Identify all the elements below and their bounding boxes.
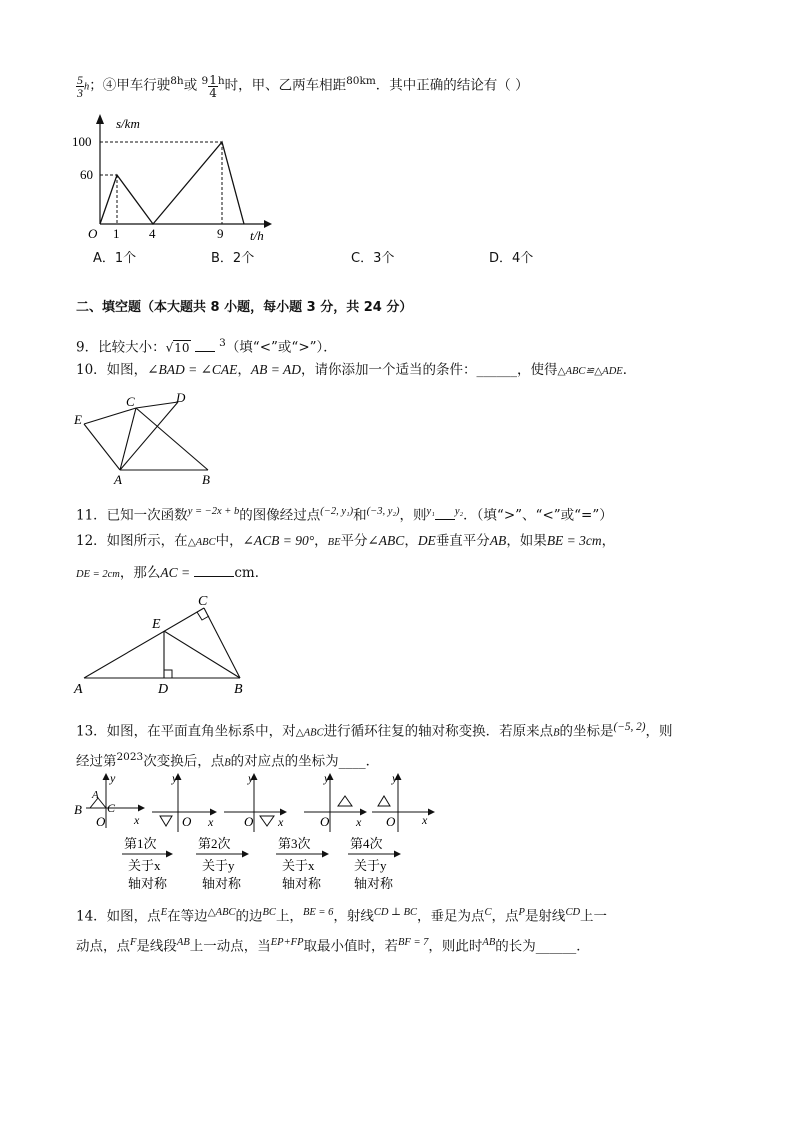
q11-point1: (−2, y₁)	[320, 506, 354, 517]
q12-angle: ∠ACB = 90°	[242, 533, 315, 548]
q13-step1-desc2: 轴对称	[128, 876, 168, 891]
q13-prefix: 13．如图，在平面直角坐标系中，对	[76, 723, 296, 740]
q14-point-e: E	[160, 907, 168, 918]
q8-line	[76, 72, 529, 99]
q14-text-a: 14．如图，点	[76, 908, 161, 925]
q12-label-c: C	[198, 594, 208, 609]
q8-t1: 8h	[170, 75, 184, 87]
q8-mixed-whole: 9	[201, 75, 209, 87]
q8-ylabel: s/km	[116, 116, 140, 131]
q13-line1	[76, 718, 672, 743]
q13-step1-desc1: 关于x	[128, 858, 161, 873]
q9-line	[76, 334, 337, 357]
q14-text-d: 上，	[275, 908, 303, 925]
svg-text:O: O	[96, 814, 106, 829]
q13-panel-step2	[224, 771, 286, 832]
q8-fraction-5-3: $\frac{5}{3}$	[77, 72, 83, 100]
q8-ytick-100: 100	[72, 134, 92, 149]
section-heading-fill-in: 二、填空题（本大题共 8 小题，每小题 3 分，共 24 分）	[76, 300, 413, 315]
q8-distance: 80km	[346, 75, 376, 87]
q13-step3-desc2: 轴对称	[282, 876, 322, 891]
svg-text:x: x	[208, 815, 214, 829]
q12-mid1: 中，	[215, 533, 243, 549]
q12-mid2: 平分	[340, 533, 368, 549]
q10-angle-condition: ∠BAD = ∠CAE	[147, 362, 238, 377]
q8-text-4: ．其中正确的结论有（ ）	[375, 77, 529, 94]
q8-text-1: ；④甲车行驶	[89, 77, 171, 94]
svg-text:y: y	[248, 771, 254, 785]
q12-be-value: BE = 3cm	[546, 533, 602, 548]
q14-bc: BC	[262, 907, 276, 918]
q14-point-c: C	[484, 907, 492, 918]
q11-prefix: 11．已知一次函数	[76, 507, 188, 524]
q14-point-f: F	[130, 937, 137, 948]
q14-perpendicular: CD ⊥ BC	[373, 907, 417, 918]
q13-step3-label: 第3次	[278, 836, 311, 851]
svg-text:x: x	[422, 813, 428, 827]
q12-ab: AB	[489, 533, 507, 548]
q14-sum: EP+FP	[270, 937, 304, 948]
q14-triangle: △ABC	[207, 907, 236, 918]
q12-line2	[76, 562, 268, 584]
q8-distance-time-graph	[72, 112, 276, 244]
q14-text-n: ，则此时	[428, 938, 483, 955]
q14-line1	[76, 904, 607, 926]
svg-text:A: A	[92, 789, 99, 801]
q12-label-d: D	[158, 682, 169, 697]
q8-option-c[interactable]: C．3个	[351, 251, 395, 266]
q14-text-k: 是线段	[136, 938, 177, 955]
q13-step2-desc1: 关于y	[202, 858, 235, 873]
q10-label-b: B	[202, 472, 210, 487]
q14-text-g: ，点	[491, 908, 519, 925]
q14-line2	[76, 934, 590, 956]
svg-text:O: O	[244, 814, 254, 829]
q12-be: BE	[327, 537, 341, 548]
q13-panel-original	[74, 771, 144, 829]
q11-and: 和	[353, 507, 367, 524]
q11-point2: (−3, y₂)	[366, 506, 400, 517]
q12-sep1: ，	[314, 533, 328, 549]
q13-line2	[76, 748, 379, 773]
q13-mid: 进行循环往复的轴对称变换．若原来点	[323, 723, 554, 740]
q8-option-a[interactable]: A．1个	[93, 251, 137, 266]
q14-point-p: P	[518, 907, 525, 918]
q8-option-d[interactable]: D．4个	[489, 251, 534, 266]
q8-xtick-4: 4	[149, 226, 156, 241]
q12-right-angle-d-icon	[164, 670, 172, 678]
svg-text:O: O	[320, 814, 330, 829]
q14-text-o: 的长为______．	[495, 938, 590, 955]
q13-step4-desc1: 关于y	[354, 858, 387, 873]
q13-triangle: △ABC	[295, 727, 324, 739]
svg-text:y: y	[172, 771, 178, 785]
q13-step1-label: 第1次	[124, 836, 157, 851]
q12-right-triangle-figure	[72, 590, 262, 698]
q14-text-l: 上一动点，当	[189, 938, 271, 955]
q8-xtick-1: 1	[113, 226, 120, 241]
q8-text-3: 时，甲、乙两车相距	[224, 77, 347, 94]
q12-line1	[76, 532, 615, 552]
q12-de-value: DE = 2cm	[76, 569, 120, 580]
q10-label-e: E	[74, 412, 82, 427]
q8-mixed-unit: h	[217, 75, 225, 87]
q14-text-m: 取最小值时，若	[303, 938, 398, 955]
q12-label-b: B	[234, 682, 243, 697]
q13-reflection-sequence-figure	[72, 770, 442, 894]
q11-mid1: 的图像经过点	[239, 507, 321, 524]
q14-ab2: AB	[482, 937, 496, 948]
q13-panel-step1	[152, 771, 216, 832]
q14-be-value: BE = 6	[302, 907, 334, 918]
q13-coordinate: (−5, 2)	[613, 721, 646, 733]
q11-line	[76, 503, 613, 525]
q10-label-d: D	[176, 390, 186, 405]
q9-answer-blank[interactable]	[195, 337, 215, 352]
q12-de: DE	[417, 533, 436, 548]
q10-sep: ，	[237, 362, 251, 378]
q12-abc: ∠ABC	[367, 533, 405, 548]
q8-origin: O	[88, 226, 98, 241]
q11-mid2: ，则	[399, 507, 427, 524]
q12-prefix: 12．如图所示，在	[76, 533, 188, 549]
q8-x-arrow-icon	[264, 220, 272, 228]
q10-label-a: A	[114, 472, 122, 487]
q13-step4-label: 第4次	[350, 836, 383, 851]
q12-end: ．	[254, 565, 269, 581]
q14-text-f: ，垂足为点	[417, 908, 485, 925]
q12-mid5: ，那么	[119, 565, 161, 581]
q12-ac: AC =	[160, 565, 191, 580]
q14-cd: CD	[565, 907, 581, 918]
q14-bf-value: BF = 7	[398, 937, 429, 948]
q8-y-arrow-icon	[96, 114, 104, 124]
q9-suffix: （填“<”或“>”）．	[225, 339, 337, 356]
q12-mid3: 垂直平分	[435, 533, 490, 549]
q8-text-2: 或	[183, 77, 198, 94]
q10-triangle-figure	[72, 390, 222, 488]
q13-end: ，则	[645, 723, 673, 740]
q13-count: 2023	[116, 751, 144, 763]
q8-option-b[interactable]: B．2个	[211, 251, 255, 266]
q12-answer-blank[interactable]	[194, 562, 234, 577]
q12-triangle: △ABC	[187, 537, 216, 548]
q11-answer-blank[interactable]	[435, 505, 455, 520]
q10-end: ．	[622, 362, 637, 378]
q14-text-c: 的边	[235, 908, 263, 925]
q13-point-b2: B	[224, 757, 231, 769]
q12-label-e: E	[152, 617, 161, 632]
svg-text:x: x	[356, 815, 362, 829]
q13-line2-end: 的对应点的坐标为____．	[230, 753, 380, 770]
q13-panel-step3	[304, 771, 366, 832]
q10-prefix: 10．如图，	[76, 362, 148, 378]
q8-unit-h: h	[84, 81, 90, 93]
svg-text:x: x	[134, 813, 140, 827]
q13-line2-mid: 次变换后，点	[143, 753, 225, 770]
q8-mixed-frac: $\frac{1}{4}$	[209, 72, 217, 100]
q12-label-a: A	[74, 682, 83, 697]
svg-text:x: x	[278, 815, 284, 829]
q10-label-c: C	[126, 394, 135, 409]
q12-unit: cm	[234, 565, 255, 581]
q13-step4-desc2: 轴对称	[354, 876, 394, 891]
q10-mid: ，请你添加一个适当的条件：______，使得	[301, 362, 558, 378]
q13-point-b: B	[553, 727, 560, 739]
q10-side-condition: AB = AD	[250, 362, 302, 377]
q8-xlabel: t/h	[250, 228, 264, 243]
q14-text-h: 是射线	[524, 908, 566, 925]
q11-y2: y₂	[454, 506, 464, 517]
q9-prefix: 9．比较大小：	[76, 339, 166, 356]
q14-text-b: 在等边	[167, 908, 208, 925]
q14-text-j: 动点，点	[76, 938, 130, 955]
q14-text-i: 上一	[580, 908, 608, 925]
q13-line2-prefix: 经过第	[76, 753, 117, 770]
q8-ytick-60: 60	[80, 167, 93, 182]
svg-text:y: y	[110, 771, 116, 785]
q9-rhs: 3	[219, 337, 226, 349]
svg-text:y: y	[392, 771, 398, 785]
q11-y1: y₁	[426, 506, 435, 517]
q10-line	[76, 361, 636, 381]
q12-mid4: ，如果	[506, 533, 547, 549]
q13-step3-desc1: 关于x	[282, 858, 315, 873]
q12-sep3: ，	[601, 533, 616, 549]
q13-step2-label: 第2次	[198, 836, 231, 851]
svg-text:B: B	[74, 802, 82, 817]
svg-text:O: O	[386, 814, 396, 829]
svg-text:O: O	[182, 814, 192, 829]
q11-function: y = −2x + b	[187, 506, 240, 517]
q9-radicand: 10	[174, 340, 190, 355]
q13-panel-step4	[372, 771, 434, 832]
q13-mid2: 的坐标是	[559, 723, 614, 740]
svg-text:y: y	[324, 771, 330, 785]
q13-step2-desc2: 轴对称	[202, 876, 242, 891]
sqrt-icon: √	[165, 340, 174, 355]
q8-xtick-9: 9	[217, 226, 224, 241]
q11-suffix: ．（填“>”、“<”或“=”）	[463, 507, 613, 524]
svg-text:C: C	[107, 801, 116, 815]
q12-sep2: ，	[404, 533, 418, 549]
q14-ab: AB	[176, 937, 190, 948]
q10-congruence: △ABC≌△ADE	[557, 366, 623, 377]
q14-text-e: ，射线	[333, 908, 374, 925]
